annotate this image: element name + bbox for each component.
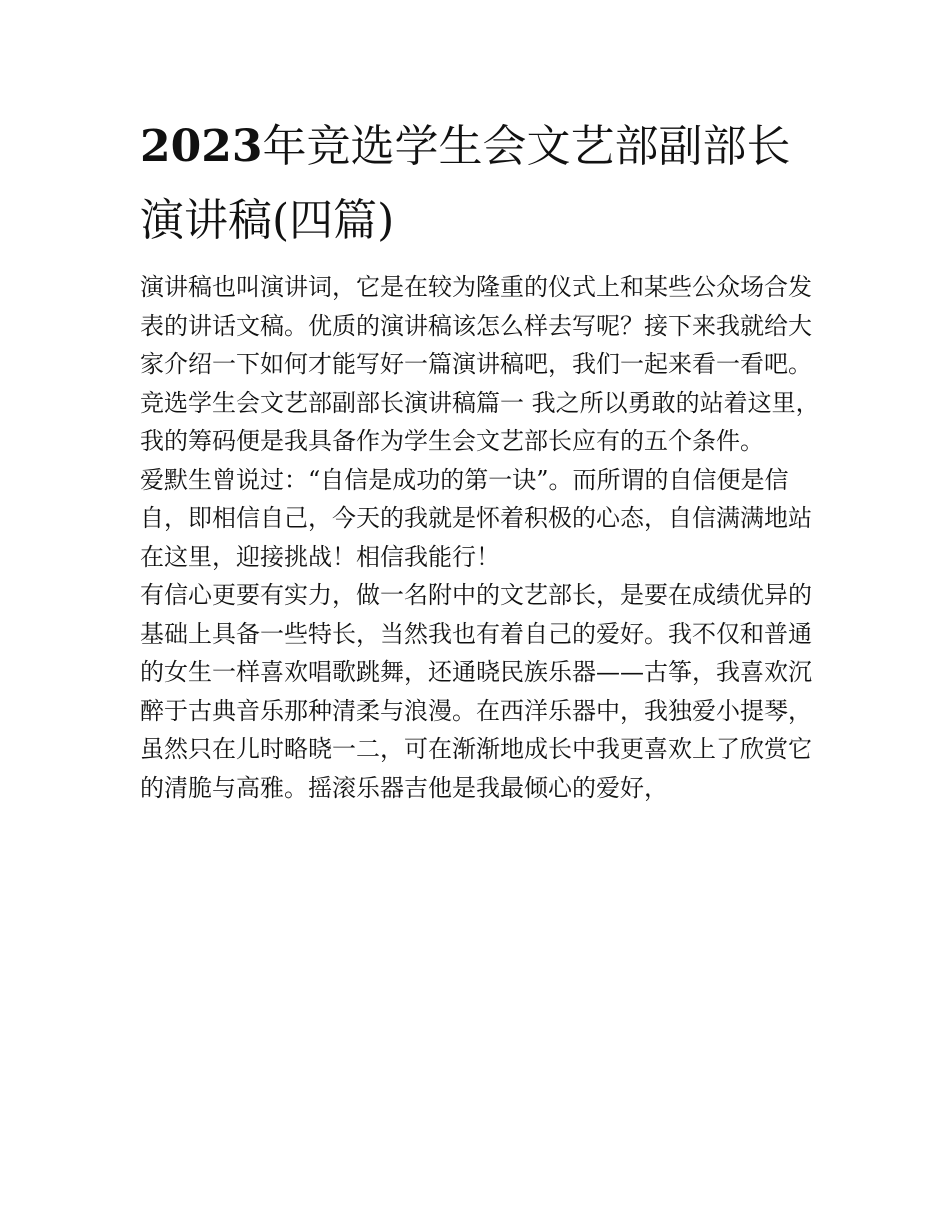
title-year: 2023 <box>140 121 263 172</box>
paragraph-intro: 演讲稿也叫演讲词，它是在较为隆重的仪式上和某些公众场合发表的讲话文稿。优质的演讲稿该怎么样去写呢？接下来我就给大家介绍一下如何才能写好一篇演讲稿吧，我们一起来看一看吧。 <box>140 273 812 378</box>
paragraph-confidence: 爱默生曾说过：“自信是成功的第一诀”。而所谓的自信便是信自，即相信自己，今天的我就是怀着积极的心态，自信满满地站在这里，迎接挑战！相信我能行！ <box>140 465 812 571</box>
title-text: 年竞选学生会文艺部副部长演讲稿(四篇) <box>140 121 791 246</box>
paragraph-talents: 有信心更要有实力，做一名附中的文艺部长，是要在成绩优异的基础上具备一些特长，当然我也有着自己的爱好。我不仅和普通的女生一样喜欢唱歌跳舞，还通晓民族乐器——古筝，我喜欢沉醉于古典音乐那种清柔与浪漫。在西洋乐器中，我独爱小提琴，虽然只在儿时略晓一二，可在渐渐地成长中我更喜欢上了欣赏它的清脆与高雅。摇滚乐器吉他是我最倾心的爱好， <box>140 581 812 802</box>
document-page <box>140 110 820 807</box>
document-title <box>140 110 820 258</box>
paragraph-speech-opening: 竞选学生会文艺部副部长演讲稿篇一 我之所以勇敢的站着这里，我的筹码便是我具备作为学生会文艺部长应有的五个条件。 <box>140 388 820 455</box>
